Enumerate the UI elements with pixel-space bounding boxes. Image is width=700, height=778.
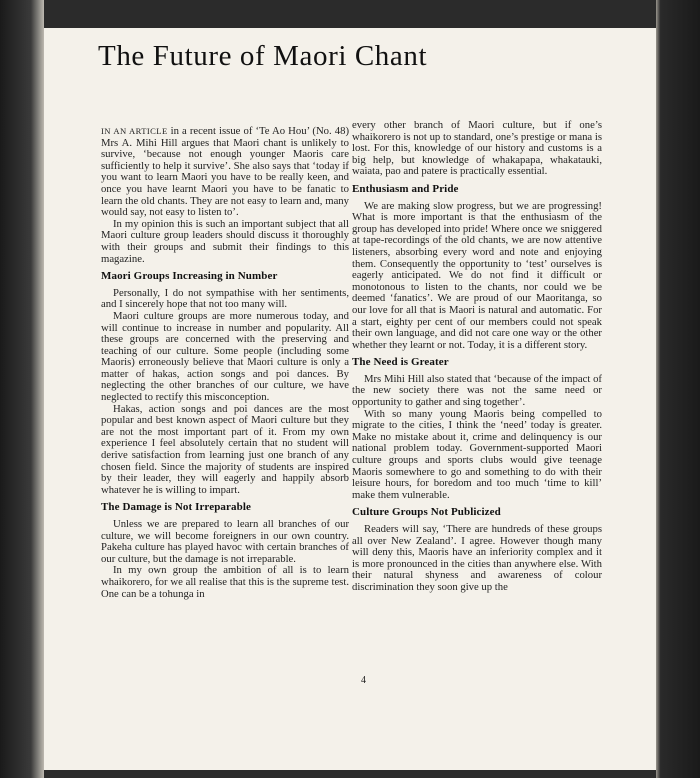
- paragraph: In my own group the ambition of all is to learn whaikorero, for we all realise that this is the supreme test. One can be a tohunga in: [101, 564, 349, 600]
- paragraph: In my opinion this is such an important subject that all Maori culture group leaders should discuss it thoroughly with their groups and submit their findings to this magazine.: [101, 217, 349, 265]
- paragraph-text: in a recent issue of ‘Te Ao Hou’ (No. 48) Mrs A. Mihi Hill argues that Maori chant is unlikely to survive, ‘because not enough younger Maoris care sufficiently to help it survive’. She also says that ‘today if you want to learn Maori you have to be really keen, and once you have learnt Maori you have to be fanatic to learn the old chants. They are not easy to learn and, many would say, not easy to listen to’.: [101, 125, 350, 219]
- right-page-edge: [656, 0, 700, 778]
- paragraph: every other branch of Maori culture, but if one’s whaikorero is not up to standard, one’s prestige or mana is lost. For this, knowledge of our history and customs is a big help, but knowledge of whakapapa, whakatauki, waiata, pao and patere is practically essential.: [352, 119, 602, 178]
- paragraph: We are making slow progress, but we are progressing! What is more important is that the enthusiasm of the group has developed into pride! Where once we sniggered at tape-recordings of the old chants, we are now attentive listeners, absorbing every word and note and enjoying them. Consequently the opportunity to ‘test’ ourselves is eagerly anticipated. We do not find it difficult or monotonous to listen to the chants, nor could we be deemed ‘fanatics’. We are proud of our Maoritanga, so our love for all that is Maori is natural and automatic. For a start, eighty per cent of our members could not speak their own language, and did not care one way or the other whether they learnt or not. Today, it is a different story.: [352, 199, 602, 351]
- section-heading: The Damage is Not Irreparable: [101, 501, 251, 514]
- column-left: [101, 126, 349, 600]
- paragraph: Hakas, action songs and poi dances are the most popular and best known aspect of Maori culture but they are not the most important part of it. From my own experience I feel absolutely certain that no student will derive satisfaction from learning just one branch of any chosen field. Since the majority of students are inspired by their leader, they will eagerly and happily absorb whatever he is willing to impart.: [101, 402, 349, 496]
- paragraph: Readers will say, ‘There are hundreds of these groups all over New Zealand’. I agree. However though many will deny this, Maoris have an inferiority complex and it is more pronounced in the cities than anywhere else. With their natural shyness and awareness of colour discrimination they soon give up the: [352, 523, 602, 593]
- section-heading: Culture Groups Not Publicized: [352, 506, 501, 519]
- paragraph: Unless we are prepared to learn all branches of our culture, we will become foreigners in our own country. Pakeha culture has played havoc with certain branches of our culture, but the damage is not irreparable.: [101, 518, 349, 565]
- paragraph: [101, 126, 349, 219]
- section-heading: Enthusiasm and Pride: [352, 182, 459, 195]
- section-heading: The Need is Greater: [352, 356, 449, 369]
- section-heading: Maori Groups Increasing in Number: [101, 270, 278, 283]
- left-page-edge: [0, 0, 44, 778]
- column-right: [352, 120, 602, 594]
- paragraph: With so many young Maoris being compelled to migrate to the cities, I think the ‘need’ today is greater. Make no mistake about it, crime and delinquency is our national problem today. Government-supported Maori culture groups and sports clubs would give teenage Maoris somewhere to go and something to do with their leisure hours, for boredom and too much ‘time to kill’ make them vulnerable.: [352, 407, 602, 501]
- page-number: 4: [361, 675, 366, 686]
- paragraph: Personally, I do not sympathise with her sentiments, and I sincerely hope that not too many will.: [101, 286, 349, 311]
- paragraph: Maori culture groups are more numerous today, and will continue to increase in number and popularity. All these groups are concerned with the preserving and teaching of our culture. Some people (including some Maoris) erroneously believe that Maori culture is only a matter of hakas, action songs and poi dances. By neglecting the other branches of our culture, we have neglected to rectify this misconception.: [101, 309, 349, 404]
- article-title: The Future of Maori Chant: [98, 40, 428, 72]
- paragraph: Mrs Mihi Hill also stated that ‘because of the impact of the new society there was not the same need or opportunity to gather and sing together’.: [352, 372, 602, 409]
- lead-in: IN AN ARTICLE: [101, 126, 168, 136]
